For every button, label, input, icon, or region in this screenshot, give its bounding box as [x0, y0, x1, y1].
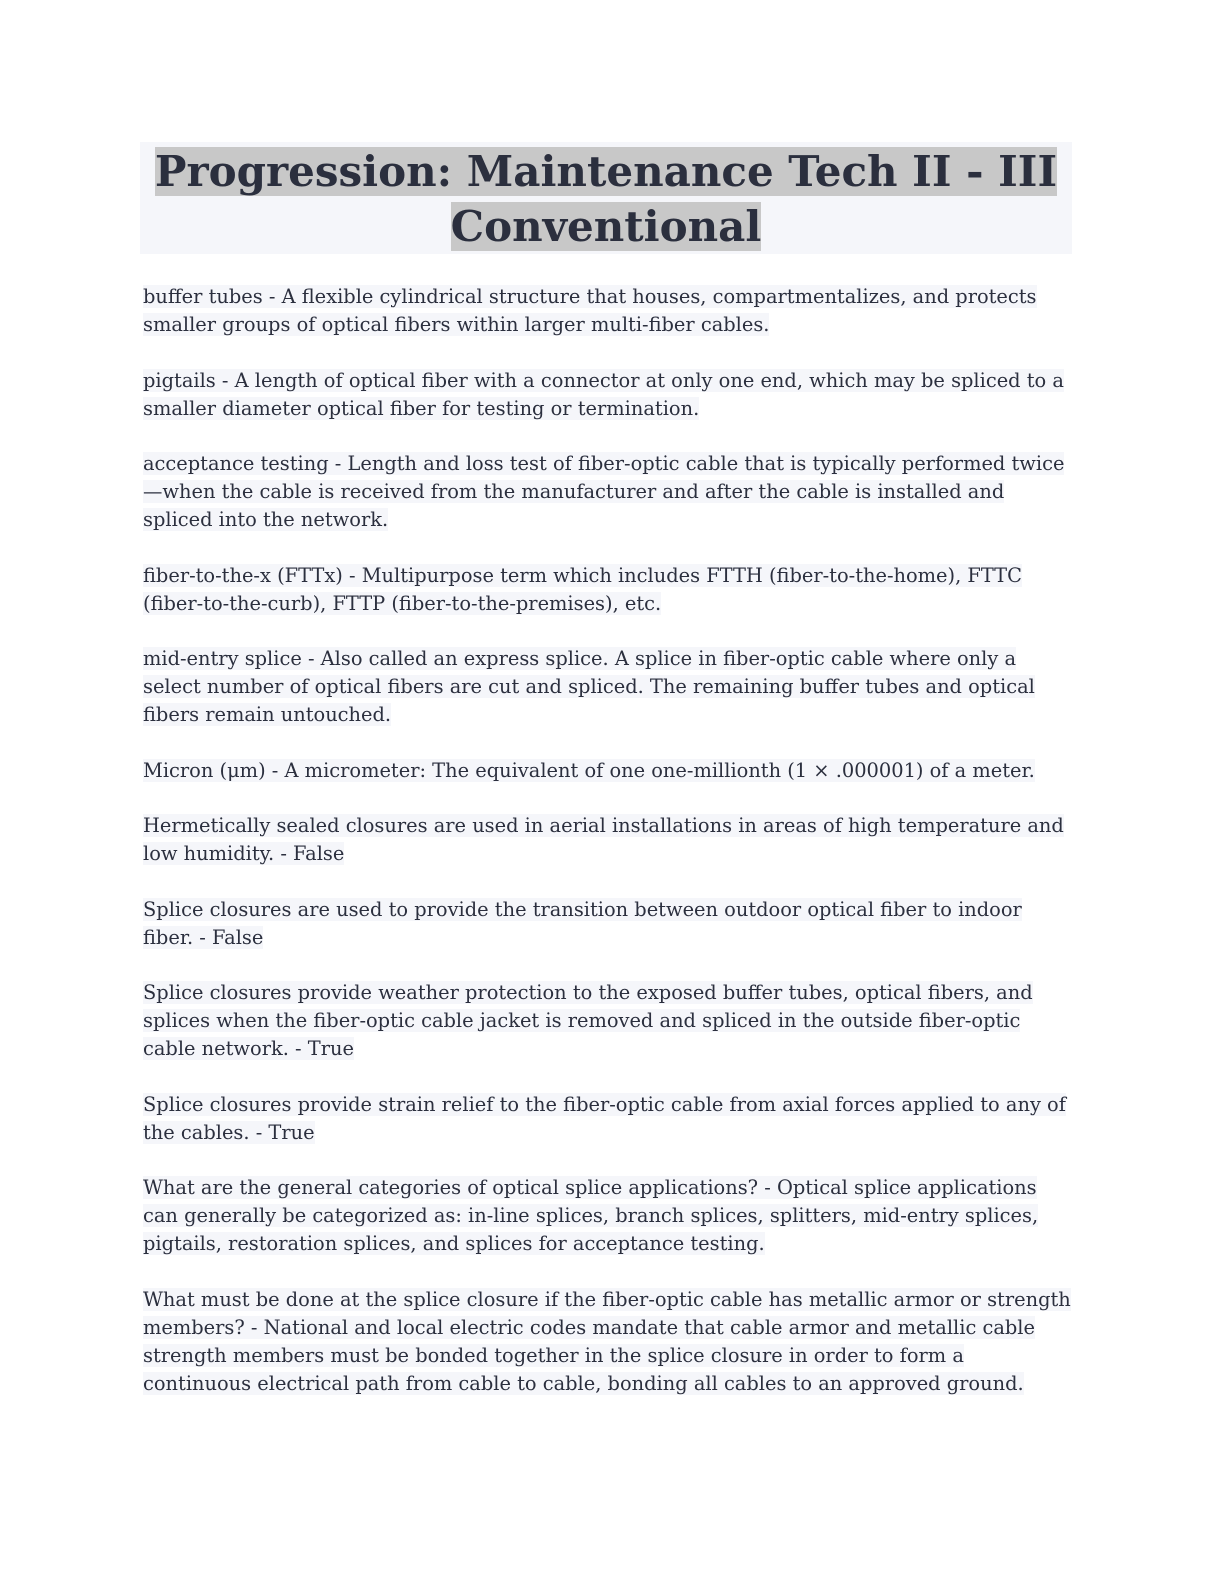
entry [143, 645, 1073, 729]
entry [143, 1174, 1073, 1258]
entry-text: Splice closures provide strain relief to the fiber-optic cable from axial forces applied to any of the cables. - True [143, 1092, 1066, 1144]
title-block [140, 142, 1072, 254]
entry-text: pigtails - A length of optical fiber with a connector at only one end, which may be spliced to a smaller diameter optical fiber for testing or termination. [143, 368, 1064, 420]
entry [143, 1091, 1073, 1147]
entry [143, 757, 1073, 785]
entry-text: Splice closures provide weather protection to the exposed buffer tubes, optical fibers, and splices when the fiber-optic cable jacket is removed and spliced in the outside fiber-optic cable network. - True [143, 981, 1033, 1060]
entry-text: Hermetically sealed closures are used in aerial installations in areas of high temperature and low humidity. - False [143, 814, 1064, 865]
entry-text: Splice closures are used to provide the transition between outdoor optical fiber to indoor fiber. - False [143, 897, 1022, 949]
entry [143, 367, 1073, 423]
entry [143, 562, 1073, 618]
entry-text: Micron (μm) - A micrometer: The equivalent of one one-millionth (1 × .000001) of a meter. [143, 758, 1035, 782]
entry [143, 812, 1073, 868]
entry [143, 450, 1073, 534]
entry [143, 283, 1073, 339]
document-page [140, 142, 1072, 1425]
entry-text: mid-entry splice - Also called an express splice. A splice in fiber-optic cable where only a select number of optical fibers are cut and spliced. The remaining buffer tubes and optical fibers remain untouched. [143, 647, 1035, 726]
entry-text: acceptance testing - Length and loss test of fiber-optic cable that is typically performed twice—when the cable is received from the manufacturer and after the cable is installed and spliced into the network. [143, 452, 1065, 531]
entry-text: buffer tubes - A flexible cylindrical structure that houses, compartmentalizes, and protects smaller groups of optical fibers within larger multi-fiber cables. [143, 285, 1037, 336]
entry-text: fiber-to-the-x (FTTx) - Multipurpose term which includes FTTH (fiber-to-the-home), FTTC (fiber-to-the-curb), FTTP (fiber-to-the-premises), etc. [143, 563, 1022, 615]
entry [143, 1286, 1073, 1398]
entry-text: What must be done at the splice closure if the fiber-optic cable has metallic armor or strength members? - National and local electric codes mandate that cable armor and metallic cable strength members must be bonded together in the splice closure in order to form a continuous electrical path from cable to cable, bonding all cables to an approved ground. [143, 1287, 1071, 1395]
entry [143, 896, 1073, 952]
entry-list [140, 283, 1072, 1398]
entry [143, 979, 1073, 1063]
page-title: Progression: Maintenance Tech II - III Conventional [154, 147, 1058, 251]
entry-text: What are the general categories of optical splice applications? - Optical splice applications can generally be categorized as: in-line splices, branch splices, splitters, mid-entry splices, pigtails, restoration splices, and splices for acceptance testing. [143, 1176, 1039, 1255]
